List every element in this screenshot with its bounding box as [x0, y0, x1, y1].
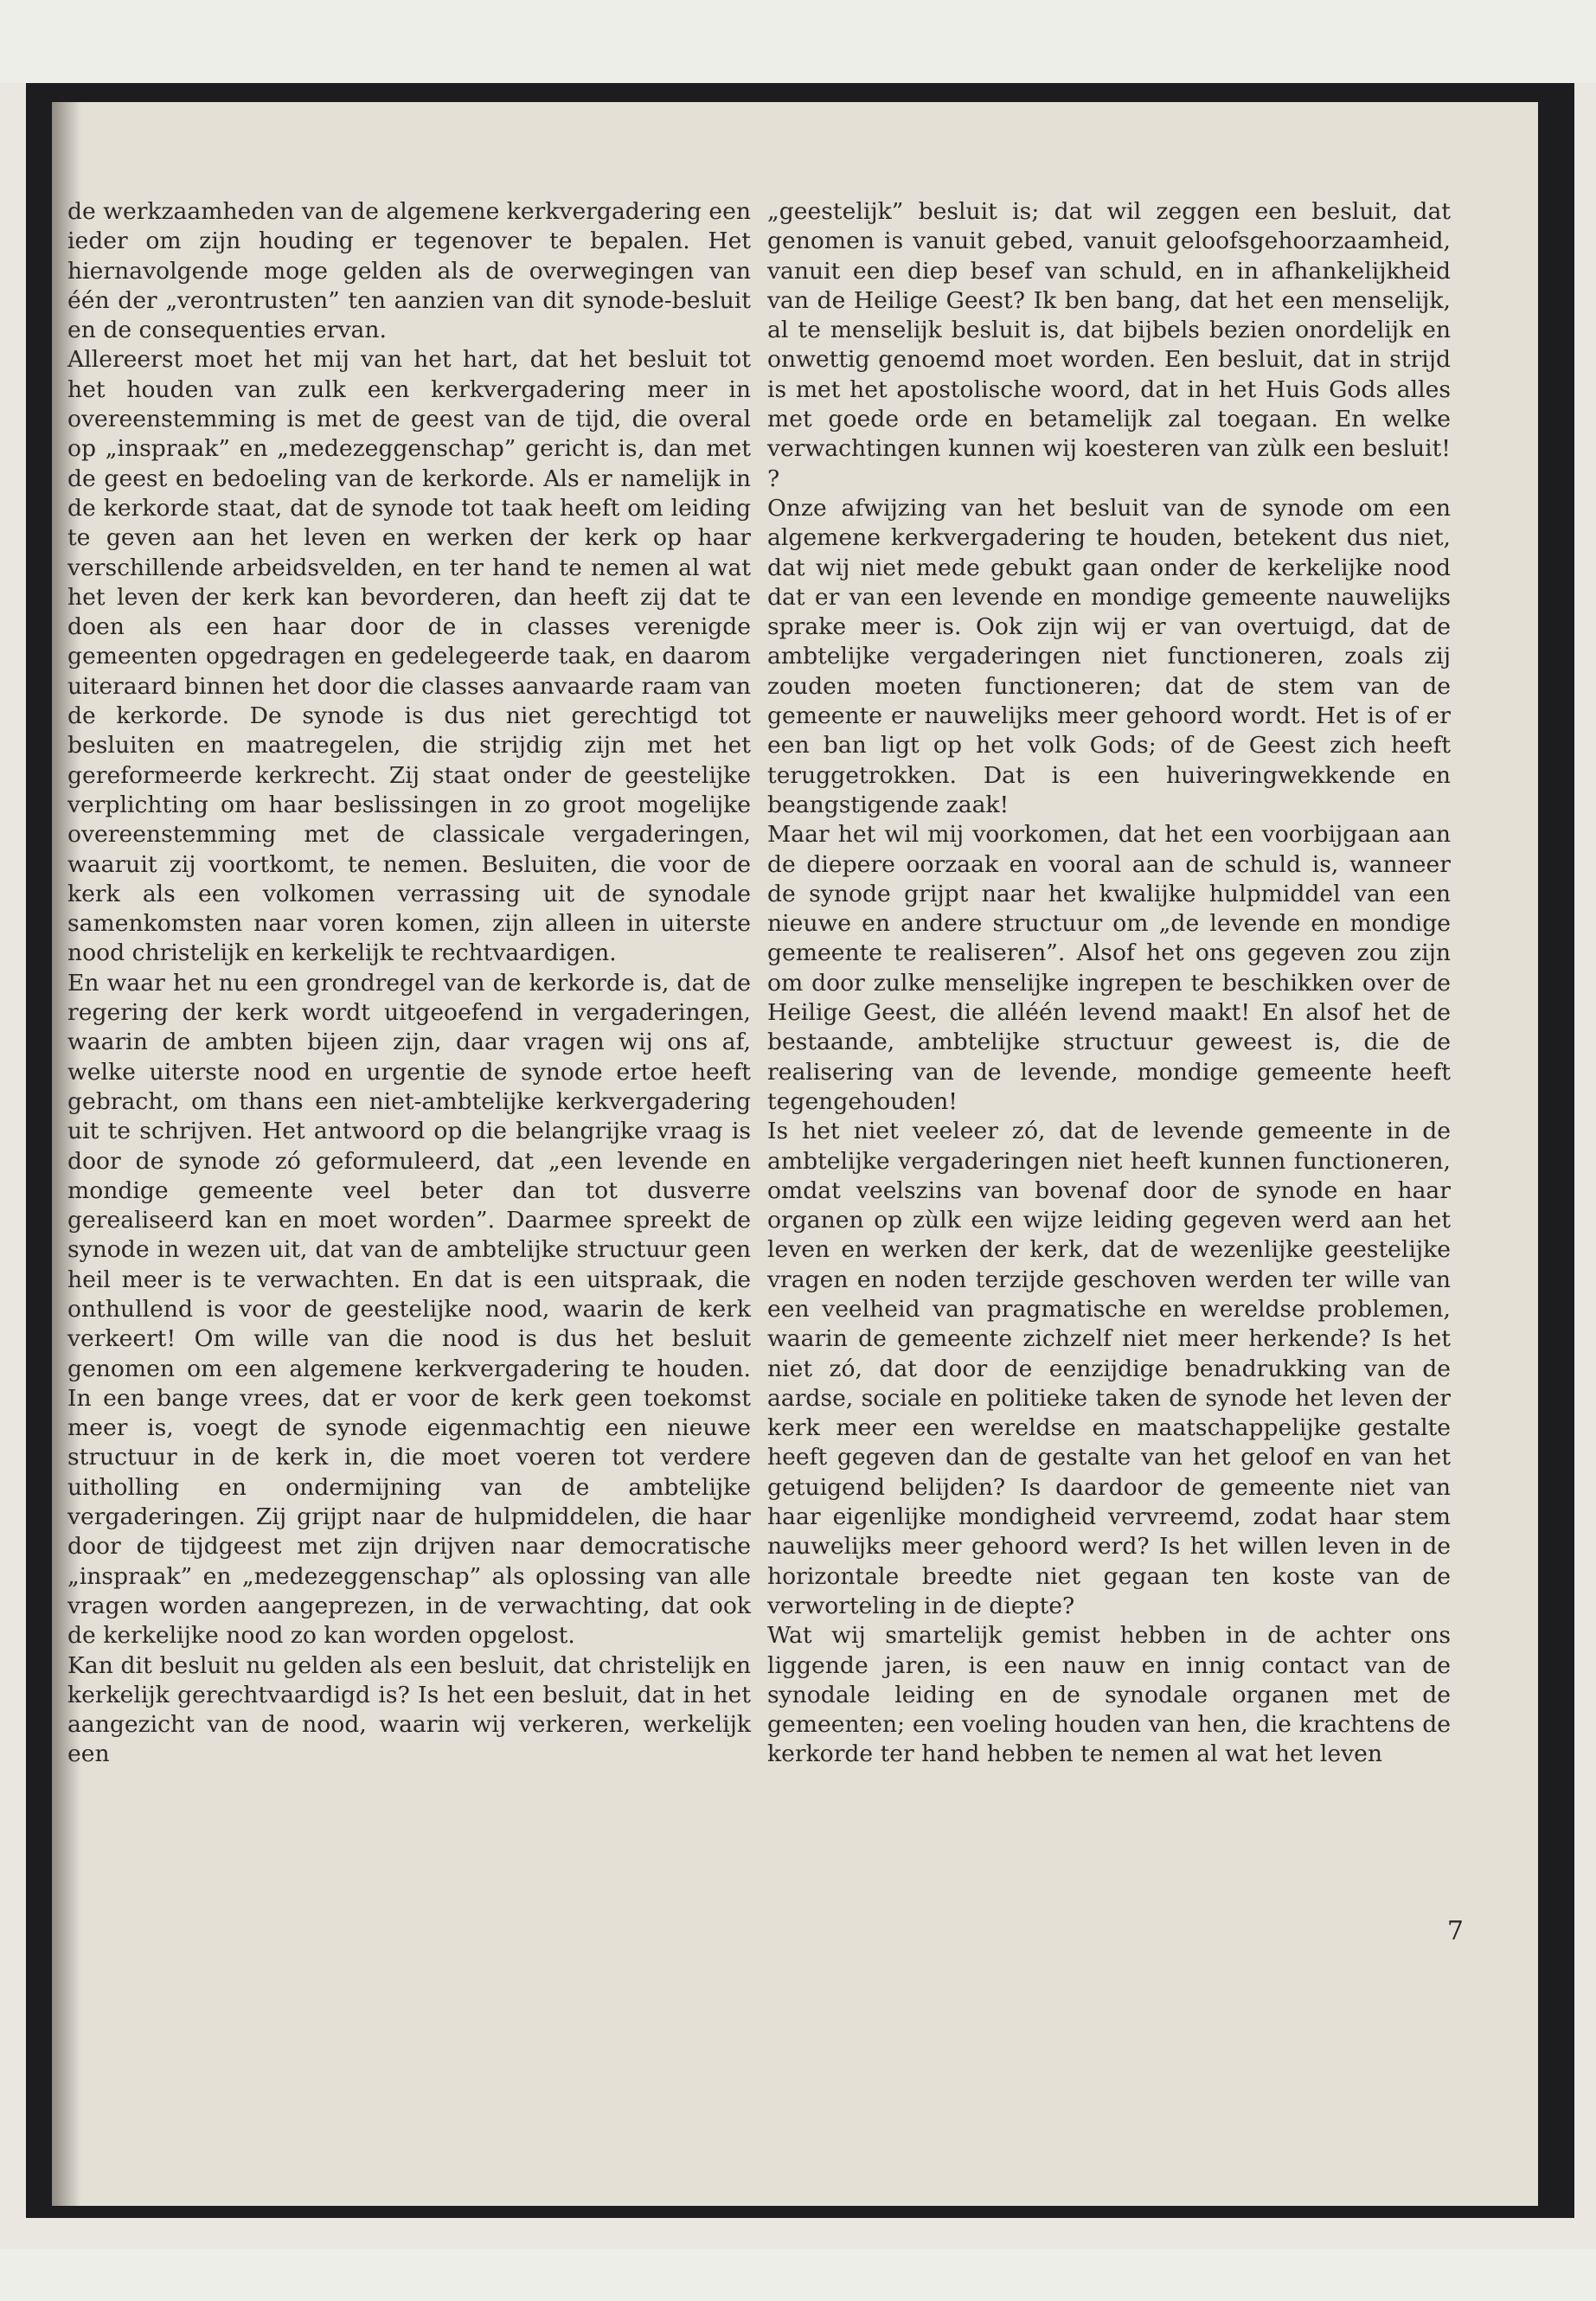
paragraph: „geestelijk” besluit is; dat wil zeggen een besluit, dat genomen is vanuit gebed, vanuit geloofsgehoorzaamheid, vanuit een diep besef van schuld, en in afhankelijkheid van de Heilige Geest? Ik ben bang, dat het een menselijk, al te menselijk besluit is, dat bijbels bezien onordelijk en onwettig genoemd moet worden. Een besluit, dat in strijd is met het apostolische woord, dat in het Huis Gods alles met goede orde en betamelijk zal toegaan. En welke verwachtingen kunnen wij koesteren van zùlk een besluit! ?	[767, 198, 1451, 492]
paragraph: Maar het wil mij voorkomen, dat het een voorbijgaan aan de diepere oorzaak en vooral aan de schuld is, wanneer de synode grijpt naar het kwalijke hulpmiddel van een nieuwe en andere structuur om „de levende en mondige gemeente te realiseren”. Alsof het ons gegeven zou zijn om door zulke menselijke ingrepen te beschikken over de Heilige Geest, die alléén levend maakt! En alsof het de bestaande, ambtelijke structuur geweest is, die de realisering van de levende, mondige gemeente heeft tegengehouden!	[767, 821, 1451, 1115]
paragraph: Onze afwijzing van het besluit van de synode om een algemene kerkvergadering te houden, betekent dus niet, dat wij niet mede gebukt gaan onder de kerkelijke nood dat er van een levende en mondige gemeente nauwelijks sprake meer is. Ook zijn wij er van overtuigd, dat de ambtelijke vergaderingen niet functioneren, zoals zij zouden moeten functioneren; dat de stem van de gemeente er nauwelijks meer gehoord wordt. Het is of er een ban ligt op het volk Gods; of de Geest zich heeft teruggetrokken. Dat is een huiveringwekkende en beangstigende zaak!	[767, 494, 1451, 818]
page-number: 7	[1446, 1916, 1464, 1946]
right-text-column	[767, 197, 1451, 1770]
left-text-column	[67, 197, 751, 1770]
paragraph: En waar het nu een grondregel van de kerkorde is, dat de regering der kerk wordt uitgeoefend in vergaderingen, waarin de ambten bijeen zijn, daar vragen wij ons af, welke uiterste nood en urgentie de synode ertoe heeft gebracht, om thans een niet-ambtelijke kerkvergadering uit te schrijven. Het antwoord op die belangrijke vraag is door de synode zó geformuleerd, dat „een levende en mondige gemeente veel beter dan tot dusverre gerealiseerd kan en moet worden”. Daarmee spreekt de synode in wezen uit, dat van de ambtelijke structuur geen heil meer is te verwachten. En dat is een uitspraak, die onthullend is voor de geestelijke nood, waarin de kerk verkeert! Om wille van die nood is dus het besluit genomen om een algemene kerkvergadering te houden. In een bange vrees, dat er voor de kerk geen toekomst meer is, voegt de synode eigenmachtig een nieuwe structuur in de kerk in, die moet voeren tot verdere uitholling en ondermijning van de ambtelijke vergaderingen. Zij grijpt naar de hulpmiddelen, die haar door de tijdgeest met zijn drijven naar democratische „inspraak” en „medezeggenschap” als oplossing van alle vragen worden aangeprezen, in de verwachting, dat ook de kerkelijke nood zo kan worden opgelost.	[67, 969, 751, 1650]
paragraph: Wat wij smartelijk gemist hebben in de achter ons liggende jaren, is een nauw en innig contact van de synodale leiding en de synodale organen met de gemeenten; een voeling houden van hen, die krachtens de kerkorde ter hand hebben te nemen al wat het leven	[767, 1622, 1451, 1768]
paragraph: Is het niet veeleer zó, dat de levende gemeente in de ambtelijke vergaderingen niet heeft kunnen functioneren, omdat veelszins van bovenaf door de synode en haar organen op zùlk een wijze leiding gegeven werd aan het leven en werken der kerk, dat de wezenlijke geestelijke vragen en noden terzijde geschoven werden ter wille van een veelheid van pragmatische en wereldse problemen, waarin de gemeente zichzelf niet meer herkende? Is het niet zó, dat door de eenzijdige benadrukking van de aardse, sociale en politieke taken de synode het leven der kerk meer een wereldse en maatschappelijke gestalte heeft gegeven dan de gestalte van het geloof en van het getuigend belijden? Is daardoor de gemeente niet van haar eigenlijke mondigheid vervreemd, zodat haar stem nauwelijks meer gehoord werd? Is het willen leven in de horizontale breedte niet gegaan ten koste van de verworteling in de diepte?	[767, 1118, 1451, 1619]
book-page	[52, 102, 1538, 2206]
paragraph: de werkzaamheden van de algemene kerkvergadering een ieder om zijn houding er tegenover te bepalen. Het hiernavolgende moge gelden als de overwegingen van één der „verontrusten” ten aanzien van dit synode-besluit en de consequenties ervan.	[67, 198, 751, 344]
paragraph: Allereerst moet het mij van het hart, dat het besluit tot het houden van zulk een kerkvergadering meer in overeenstemming is met de geest van de tijd, die overal op „inspraak” en „medezeggenschap” gericht is, dan met de geest en bedoeling van de kerkorde. Als er namelijk in de kerkorde staat, dat de synode tot taak heeft om leiding te geven aan het leven en werken der kerk op haar verschillende arbeidsvelden, en ter hand te nemen al wat het leven der kerk kan bevorderen, dan heeft zij dat te doen als een haar door de in classes verenigde gemeenten opgedragen en gedelegeerde taak, en daarom uiteraard binnen het door die classes aanvaarde raam van de kerkorde. De synode is dus niet gerechtigd tot besluiten en maatregelen, die strijdig zijn met het gereformeerde kerkrecht. Zij staat onder de geestelijke verplichting om haar beslissingen in zo groot mogelijke overeenstemming met de classicale vergaderingen, waaruit zij voortkomt, te nemen. Besluiten, die voor de kerk als een volkomen verrassing uit de synodale samenkomsten naar voren komen, zijn alleen in uiterste nood christelijk en kerkelijk te rechtvaardigen.	[67, 346, 751, 967]
scan-background-bottom	[0, 2249, 1596, 2301]
scan-background-top	[0, 0, 1596, 83]
paragraph: Kan dit besluit nu gelden als een besluit, dat christelijk en kerkelijk gerechtvaardigd is? Is het een besluit, dat in het aangezicht van de nood, waarin wij verkeren, werkelijk een	[67, 1651, 751, 1768]
